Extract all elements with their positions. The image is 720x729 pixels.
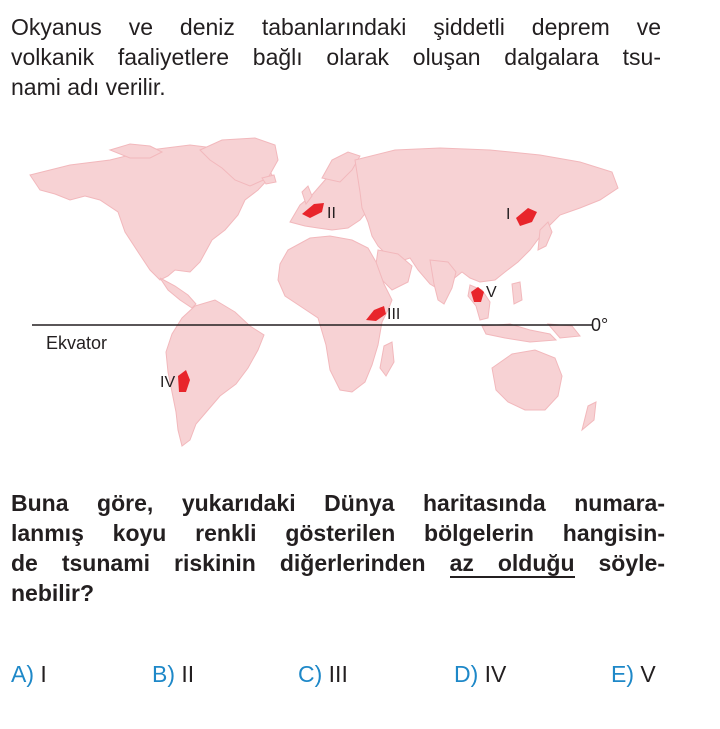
- australia: [492, 350, 562, 410]
- option-b[interactable]: [152, 661, 194, 688]
- option-b-value: II: [181, 661, 195, 687]
- region-label-5: V: [486, 284, 497, 301]
- new-guinea: [548, 324, 580, 338]
- degree-label: 0°: [591, 315, 609, 335]
- option-c-letter: C): [298, 661, 323, 687]
- indonesia: [482, 324, 556, 342]
- intro-line-3: nami adı verilir.: [11, 74, 166, 100]
- region-label-1: I: [506, 206, 511, 223]
- question-line-4: nebilir?: [11, 580, 95, 606]
- question-line-3: [11, 548, 665, 578]
- option-d-value: IV: [484, 661, 507, 687]
- arctic-islands: [110, 144, 162, 158]
- option-a-value: I: [40, 661, 47, 687]
- south-america: [166, 300, 264, 446]
- option-a[interactable]: [11, 661, 47, 688]
- option-e[interactable]: [611, 661, 656, 688]
- option-c-value: III: [328, 661, 348, 687]
- equator-label: Ekvator: [46, 333, 108, 353]
- question-line-1: Buna göre, yukarıdaki Dünya haritasında numara-: [11, 490, 665, 516]
- question-text: [11, 488, 665, 608]
- region-label-4: IV: [160, 374, 176, 391]
- option-d[interactable]: [454, 661, 506, 688]
- option-c[interactable]: [298, 661, 348, 688]
- emphasis-underline: az olduğu: [449, 550, 575, 576]
- question-line-2: lanmış koyu renkli gösterilen bölgelerin hangisin-: [11, 520, 665, 546]
- central-america: [160, 278, 196, 308]
- option-d-letter: D): [454, 661, 479, 687]
- option-b-letter: B): [152, 661, 175, 687]
- madagascar: [380, 342, 394, 376]
- option-e-letter: E): [611, 661, 634, 687]
- region-label-2: II: [327, 205, 336, 222]
- world-map: [0, 130, 720, 470]
- philippines: [512, 282, 522, 304]
- intro-line-1: Okyanus ve deniz tabanlarındaki şiddetli deprem ve: [11, 14, 661, 40]
- region-label-3: III: [387, 306, 401, 323]
- india: [430, 260, 456, 304]
- option-e-value: V: [640, 661, 656, 687]
- question-line-3-start: de tsunami riskinin diğerlerinden: [11, 550, 450, 576]
- option-a-letter: A): [11, 661, 34, 687]
- new-zealand: [582, 402, 596, 430]
- intro-paragraph: [11, 12, 661, 102]
- intro-line-2: volkanik faaliyetlere bağlı olarak oluşan dalgalara tsu-: [11, 44, 661, 70]
- question-line-3-end: söyle-: [574, 550, 665, 576]
